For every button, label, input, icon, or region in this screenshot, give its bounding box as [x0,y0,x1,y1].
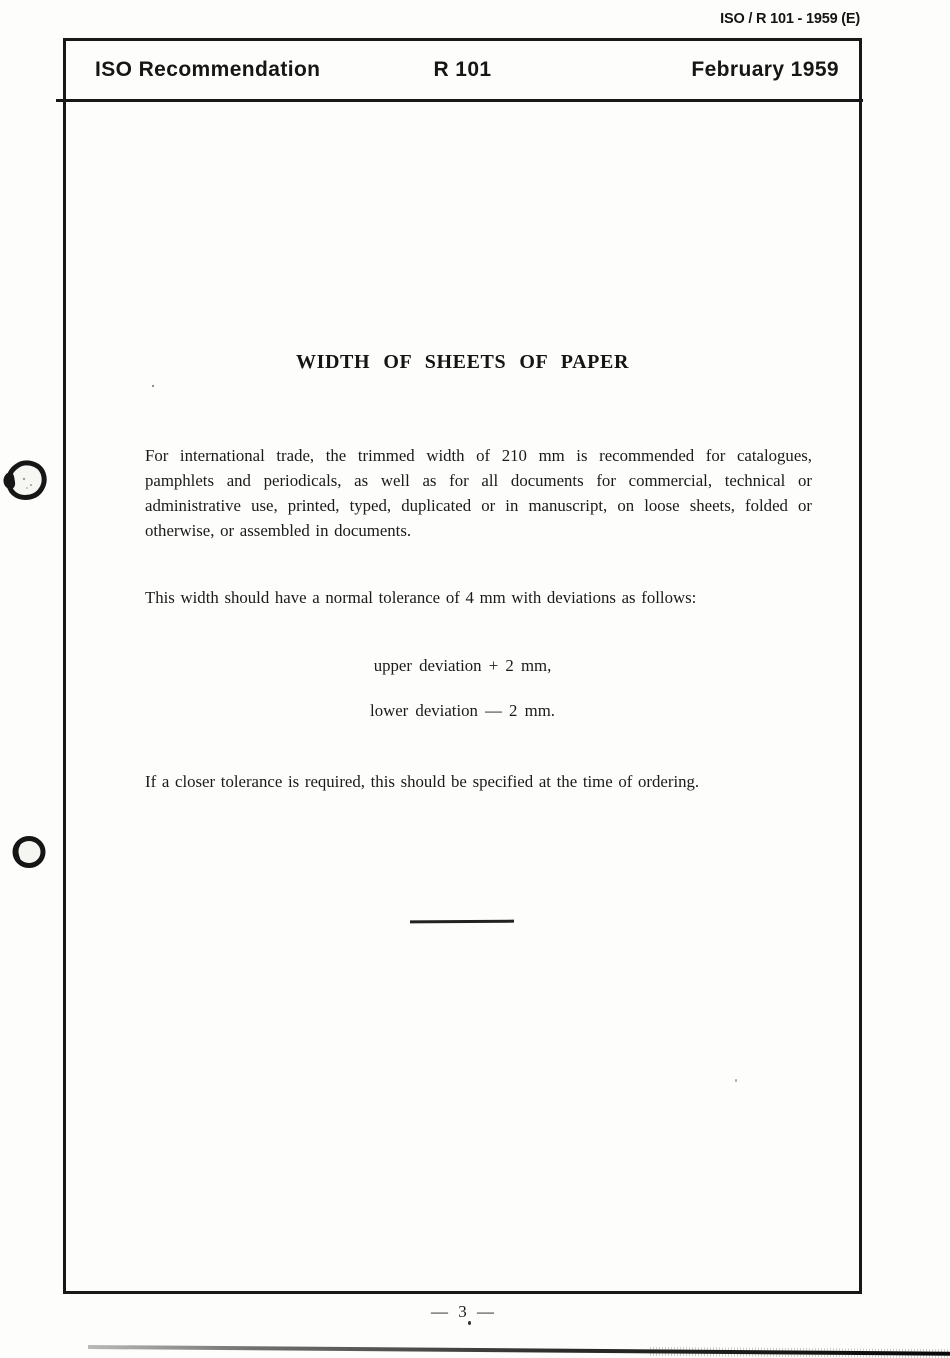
paragraph-tolerance: This width should have a normal tolerance of 4 mm with deviations as follows: [145,588,697,607]
punch-hole-mark-icon [2,457,48,514]
page-number: — 3 — [431,1302,494,1321]
scan-speck [735,1079,737,1082]
punch-hole-mark-icon [10,833,48,876]
scan-speck [152,385,154,387]
paragraph-intro: For international trade, the trimmed width of 210 mm is recommended for catalogues, pamphlets and periodicals, as well as for all documents for commercial, technical or administrative use, printed, typed, duplicated or in manuscript, on loose sheets, folded or otherwise, or assembled in documents. [145,446,812,540]
scan-noise-texture [650,1347,950,1358]
scan-speck [468,1321,471,1325]
deviation-upper-line: upper deviation + 2 mm, [373,656,552,675]
header-date-label: February 1959 [691,58,839,81]
paragraph-closing: If a closer tolerance is required, this should be specified at the time of ordering. [145,772,700,791]
header-divider-rule [56,99,863,102]
header-recommendation-number: R 101 [433,58,492,81]
document-title: WIDTH OF SHEETS OF PAPER [296,351,629,373]
deviation-lower-line: lower deviation — 2 mm. [370,701,555,720]
header-organization-label: ISO Recommendation [95,58,321,81]
document-reference-label: ISO / R 101 - 1959 (E) [720,11,860,27]
